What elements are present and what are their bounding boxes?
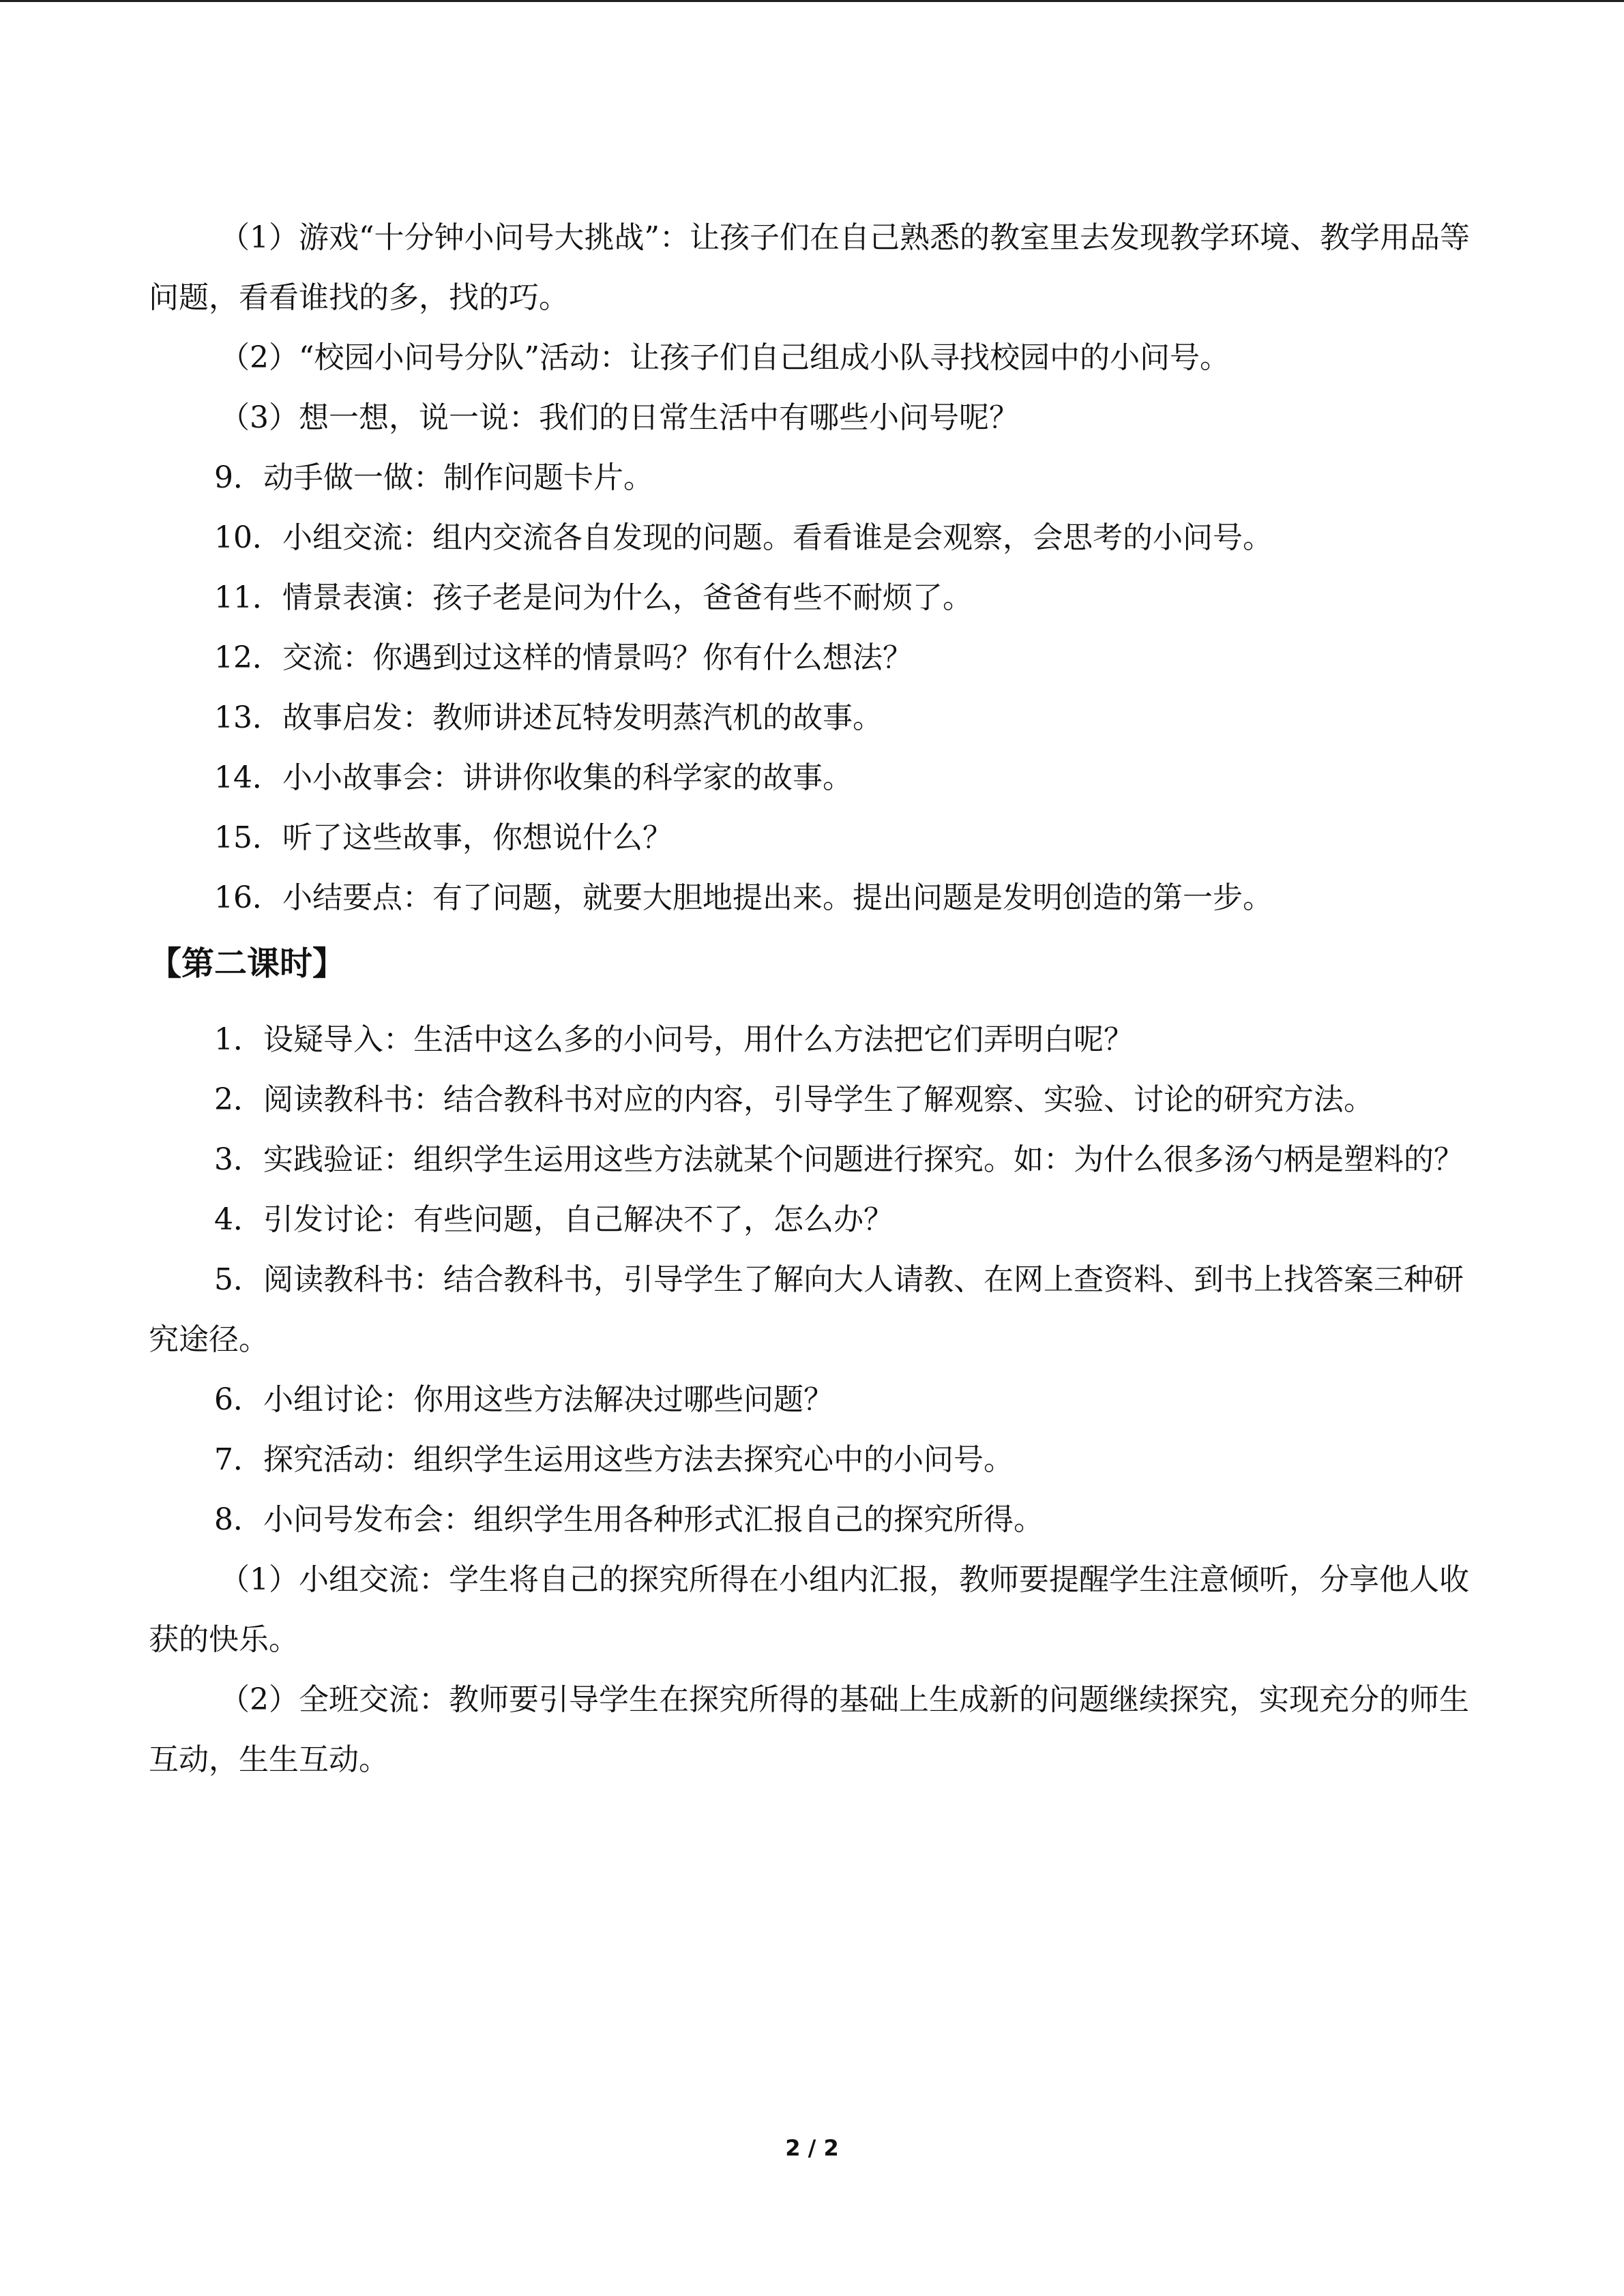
paragraph-step-1: 1．设疑导入：生活中这么多的小问号，用什么方法把它们弄明白呢？ bbox=[214, 1022, 1134, 1057]
paragraph-item-11: 11．情景表演：孩子老是问为什么，爸爸有些不耐烦了。 bbox=[214, 580, 973, 615]
paragraph-step-6: 6．小组讨论：你用这些方法解决过哪些问题？ bbox=[214, 1382, 833, 1417]
heading-spacer bbox=[149, 996, 1475, 1010]
paragraph-step-5: 5．阅读教科书：结合教科书，引导学生了解向大人请教、在网上查资料、到书上找答案三种研究途径。 bbox=[149, 1262, 1464, 1357]
paragraph-item-16: 16．小结要点：有了问题，就要大胆地提出来。提出问题是发明创造的第一步。 bbox=[214, 880, 1273, 915]
paragraph-step-4: 4．引发讨论：有些问题，自己解决不了，怎么办？ bbox=[214, 1202, 894, 1237]
paragraph-game-challenge: （1）游戏“十分钟小问号大挑战”：让孩子们在自己熟悉的教室里去发现教学环境、教学用品等问题，看看谁找的多，找的巧。 bbox=[149, 220, 1470, 315]
paragraph-step-8: 8．小问号发布会：组织学生用各种形式汇报自己的探究所得。 bbox=[214, 1502, 1044, 1537]
paragraph-item-15: 15．听了这些故事，你想说什么？ bbox=[214, 820, 673, 855]
paragraph-item-12: 12．交流：你遇到过这样的情景吗？你有什么想法？ bbox=[214, 640, 913, 675]
paragraph-class-exchange: （2）全班交流：教师要引导学生在探究所得的基础上生成新的问题继续探究，实现充分的师生互动，生生互动。 bbox=[149, 1682, 1469, 1777]
paragraph-item-10: 10．小组交流：组内交流各自发现的问题。看看谁是会观察，会思考的小问号。 bbox=[214, 520, 1273, 555]
top-border-line bbox=[0, 0, 1624, 2]
paragraph-step-7: 7．探究活动：组织学生运用这些方法去探究心中的小问号。 bbox=[214, 1442, 1014, 1477]
paragraph-think-and-say: （3）想一想，说一说：我们的日常生活中有哪些小问号呢？ bbox=[220, 400, 1019, 435]
paragraph-step-3: 3．实践验证：组织学生运用这些方法就某个问题进行探究。如：为什么很多汤勺柄是塑料的？ bbox=[214, 1142, 1464, 1177]
document-body bbox=[149, 208, 1475, 1790]
paragraph-group-exchange: （1）小组交流：学生将自己的探究所得在小组内汇报，教师要提醒学生注意倾听，分享他人收获的快乐。 bbox=[149, 1562, 1469, 1657]
paragraph-item-9: 9．动手做一做：制作问题卡片。 bbox=[214, 460, 653, 495]
page-number: 2 / 2 bbox=[785, 2135, 839, 2161]
paragraph-item-13: 13．故事启发：教师讲述瓦特发明蒸汽机的故事。 bbox=[214, 700, 883, 735]
paragraph-campus-team: （2）“校园小问号分队”活动：让孩子们自己组成小队寻找校园中的小问号。 bbox=[220, 340, 1230, 375]
paragraph-step-2: 2．阅读教科书：结合教科书对应的内容，引导学生了解观察、实验、讨论的研究方法。 bbox=[214, 1082, 1374, 1117]
section-heading: 【第二课时】 bbox=[149, 944, 346, 983]
paragraph-item-14: 14．小小故事会：讲讲你收集的科学家的故事。 bbox=[214, 760, 853, 795]
